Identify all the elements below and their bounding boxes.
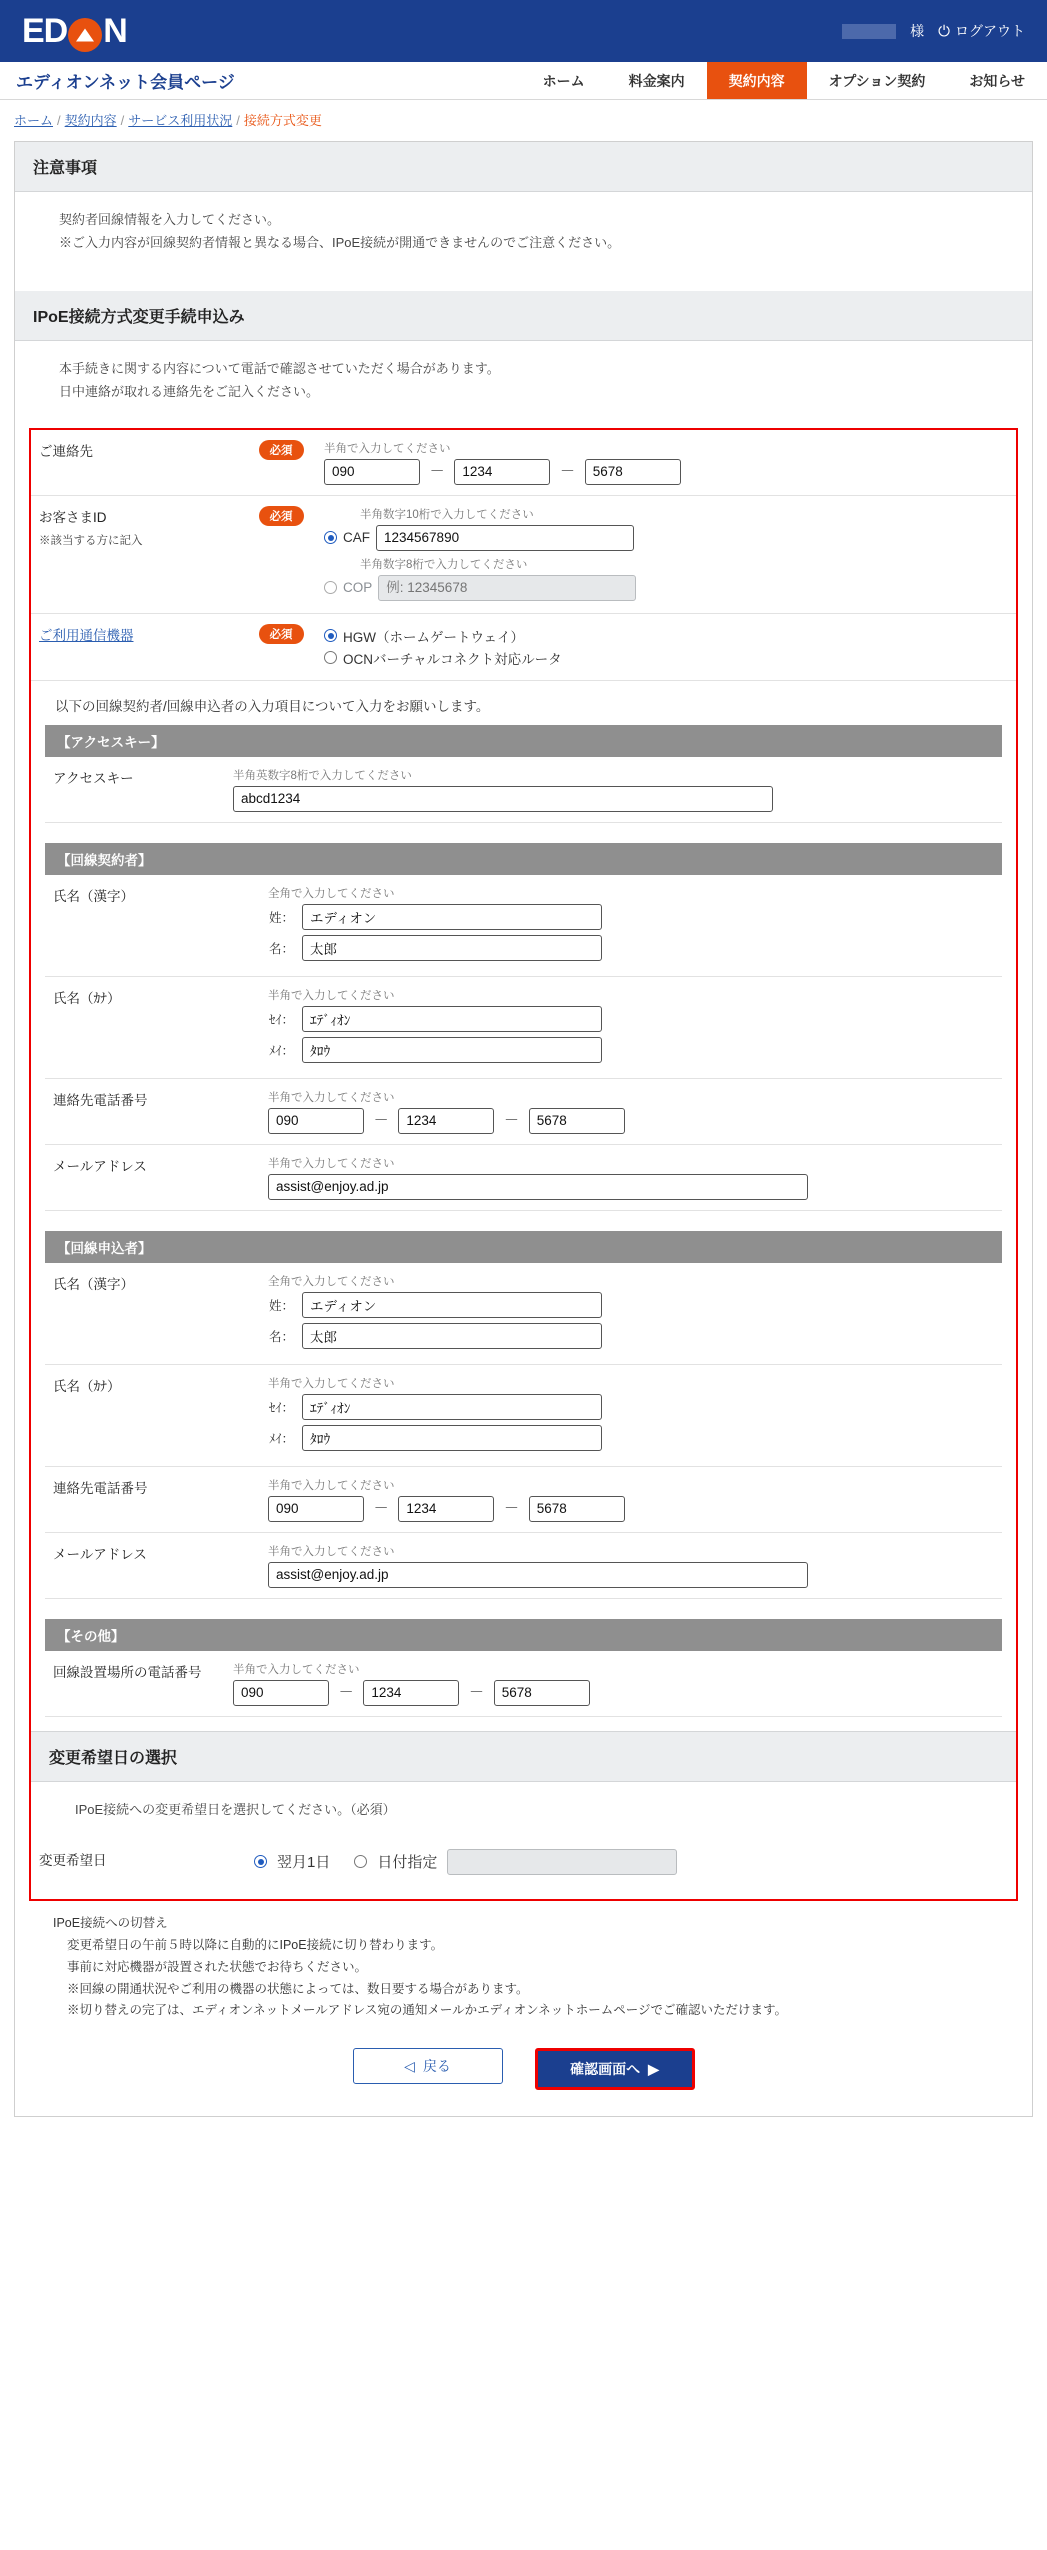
contractor-kanji-hint: 全角で入力してください	[268, 887, 395, 900]
row-applicant-kanji	[45, 1263, 1002, 1365]
cop-label: COP	[343, 580, 373, 596]
row-access-key	[45, 757, 1002, 823]
apply-line-2: 日中連絡が取れる連絡先をご記入ください。	[59, 384, 320, 400]
main-nav	[0, 62, 1047, 100]
applicant-tel-part3[interactable]	[529, 1496, 625, 1522]
logo-circle-icon	[68, 18, 102, 52]
contact-dash-1: －	[429, 463, 445, 481]
user-suffix: 様	[910, 23, 925, 39]
site-tel-hint: 半角で入力してください	[233, 1663, 360, 1676]
page-container	[14, 141, 1033, 2117]
contractor-kana-sei-key: ｾｲ：	[268, 1012, 294, 1027]
site-tel-fields	[225, 1651, 1002, 1717]
action-buttons	[15, 2026, 1032, 2116]
contractor-kana-hint: 半角で入力してください	[268, 989, 395, 1002]
contractor-mei-row	[268, 935, 994, 961]
contractor-tel-part2[interactable]	[398, 1108, 494, 1134]
applicant-sei-input[interactable]	[302, 1292, 602, 1318]
row-device	[31, 613, 1016, 680]
contractor-sei-key: 姓：	[268, 910, 294, 925]
nav-item-pricing[interactable]: 料金案内	[628, 72, 685, 89]
applicant-kana-fields	[260, 1364, 1002, 1466]
footer-note-title: IPoE接続への切替え	[53, 1915, 168, 1930]
applicant-mei-input[interactable]	[302, 1323, 602, 1349]
breadcrumb	[0, 100, 1047, 141]
contractor-kana-sei-row	[268, 1006, 994, 1032]
next-arrow-icon: ▶	[648, 2060, 659, 2077]
breadcrumb-item-contract[interactable]: 契約内容	[64, 113, 117, 128]
access-key-input[interactable]	[233, 786, 773, 812]
applicant-dash-1: －	[373, 1500, 389, 1518]
logout-icon: ⏻	[938, 22, 950, 40]
site-title: エディオンネット会員ページ	[16, 73, 235, 92]
site-tel-part2[interactable]	[363, 1680, 459, 1706]
gap-4	[31, 1599, 1016, 1619]
change-date-instruction: IPoE接続への変更希望日を選択してください。（必須）	[75, 1801, 396, 1817]
cop-option-row[interactable]	[324, 575, 1008, 601]
confirm-button[interactable]	[535, 2048, 695, 2090]
apply-body	[15, 341, 1032, 422]
access-key-group	[31, 725, 1016, 823]
customer-id-required-cell	[246, 495, 316, 613]
applicant-kana-mei-row	[268, 1425, 994, 1451]
line-applicant-group	[31, 1231, 1016, 1599]
device-option-router[interactable]	[324, 648, 1008, 668]
row-contractor-tel	[45, 1078, 1002, 1144]
contact-dash-2: －	[560, 463, 576, 481]
contact-label: ご連絡先	[31, 430, 246, 496]
contact-tel-part2[interactable]	[454, 459, 550, 485]
contractor-sei-row	[268, 904, 994, 930]
contact-tel-part1[interactable]	[324, 459, 420, 485]
footer-notes	[15, 1901, 1032, 2026]
logo-text-ed: ED	[22, 11, 68, 50]
applicant-kana-sei-input[interactable]	[302, 1394, 602, 1420]
contractor-mei-input[interactable]	[302, 935, 602, 961]
contractor-tel-hint: 半角で入力してください	[268, 1091, 395, 1104]
contractor-dash-2: －	[504, 1112, 520, 1130]
logout-label: ログアウト	[955, 23, 1025, 39]
username-masked	[842, 24, 896, 39]
customer-id-label: お客さまID	[39, 509, 107, 525]
cop-radio[interactable]	[324, 581, 337, 594]
row-contractor-mail	[45, 1144, 1002, 1210]
breadcrumb-sep-1: /	[57, 113, 61, 128]
breadcrumb-item-home[interactable]: ホーム	[14, 113, 54, 128]
site-dash-2: －	[469, 1684, 485, 1702]
row-change-date	[31, 1839, 1016, 1885]
contractor-kana-mei-key: ﾒｲ：	[268, 1043, 294, 1058]
breadcrumb-sep-3: /	[236, 113, 240, 128]
nav-item-home[interactable]: ホーム	[542, 72, 585, 89]
change-date-table	[31, 1839, 1016, 1885]
applicant-kana-mei-input[interactable]	[302, 1425, 602, 1451]
applicant-tel-part2[interactable]	[398, 1496, 494, 1522]
access-key-group-header: 【アクセスキー】	[45, 725, 1002, 757]
cop-hint: 半角数字8桁で入力してください	[360, 558, 528, 571]
site-dash-1: －	[338, 1684, 354, 1702]
breadcrumb-item-current: 接続方式変更	[243, 113, 322, 128]
row-applicant-tel	[45, 1466, 1002, 1532]
device-option-hgw[interactable]	[324, 626, 1008, 646]
caf-label: CAF	[343, 530, 370, 546]
contractor-dash-1: －	[373, 1112, 389, 1130]
site-tel-part3[interactable]	[494, 1680, 590, 1706]
top-bar	[0, 0, 1047, 62]
contractor-mei-key: 名：	[268, 941, 294, 956]
change-date-label: 変更希望日	[39, 1852, 107, 1868]
confirm-button-label: 確認画面へ	[570, 2061, 641, 2078]
row-applicant-kana	[45, 1364, 1002, 1466]
caf-input[interactable]	[376, 525, 634, 551]
device-label-cell	[31, 613, 246, 680]
applicant-tel-fields	[260, 1466, 1002, 1532]
hgw-radio[interactable]	[324, 629, 337, 642]
other-group	[31, 1619, 1016, 1731]
row-site-tel	[45, 1651, 1002, 1717]
required-badge: 必須	[259, 624, 304, 644]
row-contractor-kanji	[45, 875, 1002, 977]
contact-fields	[316, 430, 1016, 496]
contractor-mail-input[interactable]	[268, 1174, 808, 1200]
contractor-mail-hint: 半角で入力してください	[268, 1157, 395, 1170]
contractor-mail-field	[260, 1144, 1002, 1210]
contractor-kana-label: 氏名（ｶﾅ）	[45, 976, 260, 1078]
footer-note-2: 事前に対応機器が設置された状態でお待ちください。	[67, 1959, 368, 1974]
router-radio[interactable]	[324, 651, 337, 664]
contractor-tel-fields	[260, 1078, 1002, 1144]
required-badge: 必須	[259, 506, 304, 526]
hgw-label: HGW（ホームゲートウェイ）	[343, 629, 524, 645]
customer-id-note: ※該当する方に記入	[39, 534, 143, 547]
edion-logo[interactable]	[22, 12, 127, 51]
contractor-kana-mei-row	[268, 1037, 994, 1063]
contractor-kana-fields	[260, 976, 1002, 1078]
other-table	[45, 1651, 1002, 1717]
contractor-tel-label: 連絡先電話番号	[45, 1078, 260, 1144]
contact-hint: 半角で入力してください	[324, 442, 451, 455]
change-date-heading: 変更希望日の選択	[31, 1731, 1016, 1782]
applicant-sei-row	[268, 1292, 994, 1318]
logout-button[interactable]	[938, 21, 1025, 41]
device-options	[316, 613, 1016, 680]
back-arrow-icon: ◁	[404, 2057, 415, 2074]
contact-required-cell	[246, 430, 316, 496]
site-tel-part1[interactable]	[233, 1680, 329, 1706]
contractor-sei-input[interactable]	[302, 904, 602, 930]
contractor-mail-label: メールアドレス	[45, 1144, 260, 1210]
next-month-label: 翌月1日	[277, 1854, 331, 1872]
row-applicant-mail	[45, 1532, 1002, 1598]
line-contractor-table	[45, 875, 1002, 1211]
gap-3	[31, 1211, 1016, 1231]
cop-input[interactable]	[378, 575, 636, 601]
notice-body	[15, 192, 1032, 273]
apply-heading: IPoE接続方式変更手続申込み	[15, 291, 1032, 341]
line-applicant-group-header: 【回線申込者】	[45, 1231, 1002, 1263]
section-intro-text: 以下の回線契約者/回線申込者の入力項目について入力をお願いします。	[55, 698, 490, 714]
specify-date-radio[interactable]	[354, 1855, 367, 1868]
device-label-link[interactable]: ご利用通信機器	[39, 627, 134, 643]
applicant-tel-label: 連絡先電話番号	[45, 1466, 260, 1532]
caf-option-row[interactable]	[324, 525, 1008, 551]
line-contractor-group	[31, 843, 1016, 1211]
applicant-tel-hint: 半角で入力してください	[268, 1479, 395, 1492]
footer-note-3: ※回線の開通状況やご利用の機器の状態によっては、数日要する場合があります。	[67, 1981, 529, 1996]
applicant-mail-field	[260, 1532, 1002, 1598]
other-group-header: 【その他】	[45, 1619, 1002, 1651]
applicant-tel-part1[interactable]	[268, 1496, 364, 1522]
applicant-kanji-label: 氏名（漢字）	[45, 1263, 260, 1365]
gap-5	[31, 1885, 1016, 1899]
applicant-kana-sei-row	[268, 1394, 994, 1420]
access-key-hint: 半角英数字8桁で入力してください	[233, 769, 412, 782]
access-key-label: アクセスキー	[45, 757, 225, 823]
router-label: OCNバーチャルコネクト対応ルータ	[343, 651, 562, 667]
caf-hint: 半角数字10桁で入力してください	[360, 508, 534, 521]
customer-id-fields	[316, 495, 1016, 613]
back-button-label: 戻る	[422, 2058, 451, 2075]
applicant-dash-2: －	[504, 1500, 520, 1518]
applicant-mail-input[interactable]	[268, 1562, 808, 1588]
row-customer-id	[31, 495, 1016, 613]
applicant-kana-mei-key: ﾒｲ：	[268, 1431, 294, 1446]
access-key-field	[225, 757, 1002, 823]
footer-note-1: 変更希望日の午前５時以降に自動的にIPoE接続に切り替わります。	[67, 1937, 444, 1952]
form-highlight-region	[29, 428, 1018, 1901]
notice-heading: 注意事項	[15, 142, 1032, 192]
contractor-kanji-label: 氏名（漢字）	[45, 875, 260, 977]
apply-line-1: 本手続きに関する内容について電話で確認させていただく場合があります。	[59, 360, 500, 376]
change-date-options	[246, 1839, 1016, 1885]
line-applicant-table	[45, 1263, 1002, 1599]
site-tel-label: 回線設置場所の電話番号	[45, 1651, 225, 1717]
notice-line-1: 契約者回線情報を入力してください。	[59, 212, 281, 227]
contractor-kana-sei-input[interactable]	[302, 1006, 602, 1032]
customer-id-label-cell	[31, 495, 246, 613]
nav-item-news[interactable]: お知らせ	[969, 72, 1025, 89]
applicant-kana-hint: 半角で入力してください	[268, 1377, 395, 1390]
next-month-radio[interactable]	[254, 1855, 267, 1868]
contractor-tel-part3[interactable]	[529, 1108, 625, 1134]
logo-text-on: N	[103, 11, 127, 50]
applicant-kanji-hint: 全角で入力してください	[268, 1275, 395, 1288]
top-right-area	[842, 21, 1025, 41]
back-button[interactable]	[353, 2048, 503, 2084]
footer-note-4: ※切り替えの完了は、エディオンネットメールアドレス宛の通知メールかエディオンネットホームページでご確認いただけます。	[67, 2003, 788, 2018]
row-contact	[31, 430, 1016, 496]
applicant-kana-sei-key: ｾｲ：	[268, 1400, 294, 1415]
contractor-kana-mei-input[interactable]	[302, 1037, 602, 1063]
contractor-kanji-fields	[260, 875, 1002, 977]
notice-line-2: ※ご入力内容が回線契約者情報と異なる場合、IPoE接続が開通できませんのでご注意ください。	[59, 235, 621, 251]
caf-radio[interactable]	[324, 531, 337, 544]
applicant-mei-key: 名：	[268, 1329, 294, 1344]
gap-2	[31, 823, 1016, 843]
contact-tel-part3[interactable]	[585, 459, 681, 485]
nav-item-contract[interactable]: 契約内容	[707, 62, 807, 99]
change-date-body	[31, 1782, 1016, 1839]
applicant-mail-label: メールアドレス	[45, 1532, 260, 1598]
nav-spacer	[235, 62, 521, 99]
nav-item-options[interactable]: オプション契約	[828, 72, 926, 89]
contact-form-table	[31, 430, 1016, 681]
line-contractor-group-header: 【回線契約者】	[45, 843, 1002, 875]
required-badge: 必須	[259, 440, 304, 460]
specify-date-input[interactable]	[447, 1849, 677, 1875]
specify-date-label: 日付指定	[377, 1854, 438, 1872]
access-key-table	[45, 757, 1002, 823]
contractor-tel-part1[interactable]	[268, 1108, 364, 1134]
breadcrumb-item-service-status[interactable]: サービス利用状況	[128, 113, 233, 128]
row-contractor-kana	[45, 976, 1002, 1078]
breadcrumb-sep-2: /	[120, 113, 125, 128]
applicant-kanji-fields	[260, 1263, 1002, 1365]
applicant-mail-hint: 半角で入力してください	[268, 1545, 395, 1558]
gap-1	[15, 273, 1032, 291]
applicant-sei-key: 姓：	[268, 1298, 294, 1313]
device-required-cell	[246, 613, 316, 680]
applicant-mei-row	[268, 1323, 994, 1349]
applicant-kana-label: 氏名（ｶﾅ）	[45, 1364, 260, 1466]
